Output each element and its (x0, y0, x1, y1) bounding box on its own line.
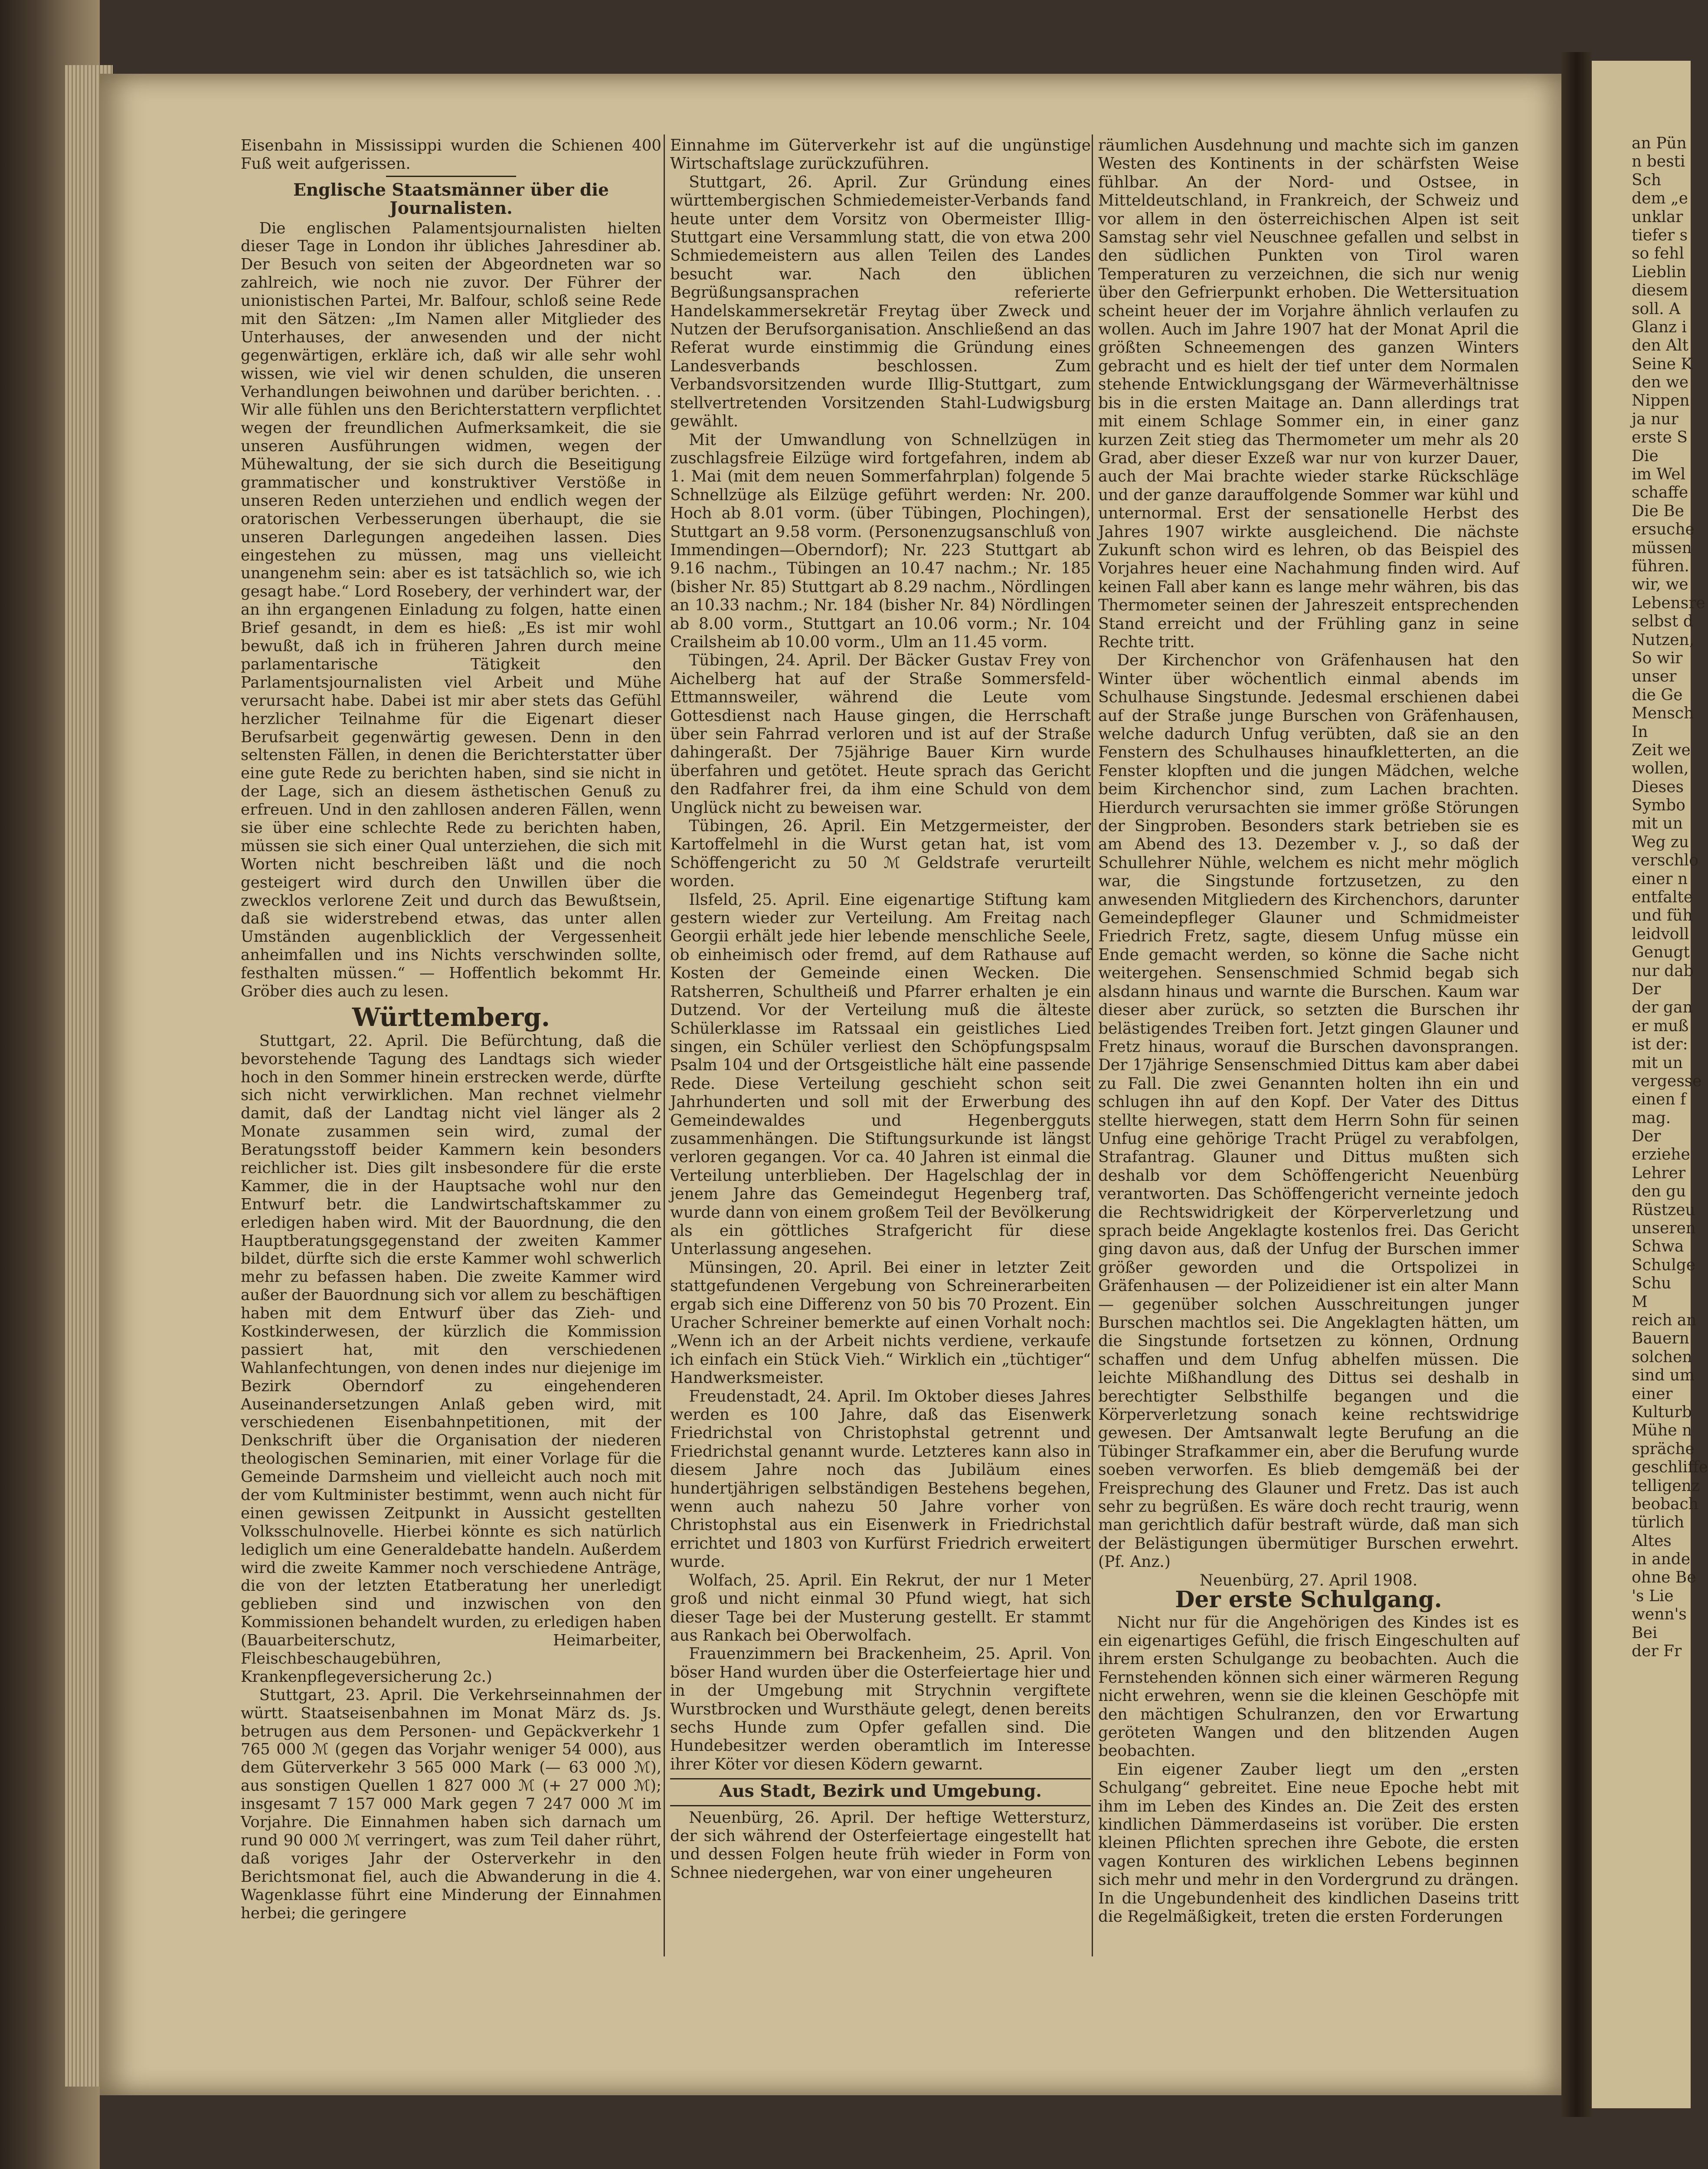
adjacent-page-line: tiefer s (1632, 226, 1688, 244)
adjacent-page-line: erste S (1632, 429, 1688, 447)
article-text: Wolfach, 25. April. Ein Rekrut, der nur 1 Meter groß und nicht einmal 30 Pfund wiegt, hat sich dieser Tage bei der Musterung gestellt. Er stammt aus Rankach bei Oberwolfach. (670, 1571, 1091, 1645)
adjacent-page-line: Symbo (1632, 796, 1685, 815)
adjacent-page-line: Zeit we (1632, 741, 1691, 759)
adjacent-page-line: den gu (1632, 1183, 1686, 1201)
adjacent-page-line: und füh (1632, 907, 1693, 925)
article-text: Stuttgart, 23. April. Die Verkehrseinnahmen der württ. Staatseisenbahnen im Monat März ds. Js. betrugen aus dem Personen- und Gepäckverkehr 1 765 000 ℳ (gegen das Vorjahr weniger 54 000), aus dem Güterverkehr 3 565 000 Mark (— 63 000 ℳ), aus sonstigen Quellen 1 827 000 ℳ (+ 27 000 ℳ); insgesamt 7 157 000 Mark gegen 7 247 000 ℳ im Vorjahre. Die Einnahmen haben sich darnach um rund 90 000 ℳ verringert, was zum Teil daher rührt, daß voriges Jahr der Osterverkehr in den Berichtsmonat fiel, auch die Abwanderung in die 4. Wagenklasse führt eine Minderung der Einnahmen herbei; die geringere (241, 1686, 661, 1922)
adjacent-page-line: reich an (1632, 1311, 1697, 1329)
adjacent-page-line: telligenz (1632, 1477, 1700, 1495)
column-2 (670, 137, 1091, 1882)
article-text: Mit der Umwandlung von Schnellzügen in zuschlagsfreie Eilzüge wird fortgefahren, indem ab 1. Mai (mit dem neuen Sommerfahrplan) folgende 5 Schnellzüge als Eilzüge geführt werden: Nr. 200. Hoch ab 8.01 vorm. (über Tübingen, Plochingen), Stuttgart an 9.58 vorm. (Personenzugsanschluß von Immendingen—Oberndorf); Nr. 223 Stuttgart ab 9.16 nachm., Tübingen an 10.47 nachm.; Nr. 185 (bisher Nr. 85) Stuttgart ab 8.29 nachm., Nördlingen an 10.33 nachm.; Nr. 184 (bisher Nr. 84) Nördlingen ab 8.00 vorm., Stuttgart an 10.06 vorm.; Nr. 104 Crailsheim ab 10.00 vorm., Ulm an 11.45 vorm. (670, 431, 1091, 651)
adjacent-page-line: so fehl (1632, 245, 1684, 263)
article-text: Tübingen, 26. April. Ein Metzgermeister, der Kartoffelmehl in die Wurst getan hat, ist vom Schöffengericht zu 50 ℳ Geldstrafe verurteilt worden. (670, 817, 1091, 891)
column-1 (241, 137, 661, 1922)
adjacent-page-line: Lehrer (1632, 1164, 1686, 1182)
adjacent-page-line: mit un (1632, 815, 1683, 833)
adjacent-page-line: ja nur (1632, 410, 1679, 428)
separator-rule (670, 1778, 1091, 1779)
adjacent-page-line: an Pün (1632, 134, 1687, 152)
adjacent-page-line: unseren (1632, 1219, 1696, 1238)
article-text: Einnahme im Güterverkehr ist auf die ungünstige Wirtschaftslage zurückzuführen. (670, 137, 1091, 173)
adjacent-page-fragment (1592, 61, 1708, 2108)
adjacent-page-line: geschliffe (1632, 1458, 1708, 1477)
adjacent-page-line: entfalte (1632, 888, 1693, 907)
adjacent-page-line: Weg zu (1632, 833, 1689, 851)
adjacent-page-line: wollen, (1632, 760, 1689, 778)
adjacent-page-line: So wir (1632, 649, 1683, 667)
adjacent-page-line: einen f (1632, 1091, 1686, 1109)
adjacent-page-line: die Ge (1632, 686, 1683, 704)
adjacent-page-line: der gan (1632, 999, 1693, 1017)
adjacent-page-line: Der (1632, 1127, 1661, 1146)
column-3 (1098, 137, 1519, 1926)
article-title: Der erste Schulgang. (1175, 1586, 1442, 1613)
adjacent-page-line: Sch (1632, 171, 1662, 189)
adjacent-page-line: führen. (1632, 557, 1689, 575)
adjacent-page-line: den Alt (1632, 337, 1688, 355)
article-text: Frauenzimmern bei Brackenheim, 25. April. Von böser Hand wurden über die Osterfeiertage hier und in der Umgebung mit Strychnin vergiftete Wurstbrocken und Wursthäute gelegt, denen bereits sechs Hunde zum Opfer gefallen sind. Die Hundebesitzer werden oberamtlich im Interesse ihrer Köter vor diesen Ködern gewarnt. (670, 1645, 1091, 1773)
adjacent-page-line: Lebensre (1632, 594, 1705, 612)
adjacent-page-line: Lieblin (1632, 263, 1686, 281)
adjacent-page-line: Seine K (1632, 355, 1693, 373)
adjacent-page-line: wenn's (1632, 1605, 1687, 1624)
adjacent-page-line: M (1632, 1293, 1648, 1311)
adjacent-page-line: Mühe n (1632, 1422, 1692, 1440)
adjacent-page-text (1592, 61, 1708, 1661)
adjacent-page-line: Bauern (1632, 1330, 1689, 1348)
adjacent-page-line: Glanz i (1632, 318, 1687, 336)
adjacent-page-line: Nutzen, (1632, 631, 1695, 649)
adjacent-page-line: einer n (1632, 870, 1688, 888)
adjacent-page-line: selbst d (1632, 613, 1693, 631)
article-text: Die englischen Palamentsjournalisten hielten dieser Tage in London ihr übliches Jahresdiner ab. Der Besuch von seiten der Abgeordneten war so zahlreich, wie noch nie zuvor. Der Führer der unionistischen Partei, Mr. Balfour, schloß seine Rede mit den Sätzen: „Im Namen aller Mitglieder des Unterhauses, der anwesenden und der nicht gegenwärtigen, erkläre ich, daß wir alle sehr wohl wissen, wie viel wir denen schulden, die unseren Verhandlungen beiwohnen und darüber berichten. . . Wir alle fühlen uns den Berichterstattern verpflichtet wegen der freundlichen Aufmerksamkeit, die sie unseren Ausführungen widmen, wegen der Mühewaltung, der sie sich durch die Beseitigung grammatischer und konstruktiver Verstöße in unseren Reden unterziehen und endlich wegen der oratorischen Verbesserungen überhaupt, die sie unseren Darlegungen angedeihen lassen. Dies eingestehen zu müssen, mag uns vielleicht unangenehm sein: aber es ist tatsächlich so, wie ich gesagt habe.“ Lord Rosebery, der verhindert war, der an ihn ergangenen Einladung zu folgen, hatte einen Brief gesandt, in dem es hieß: „Es ist mir wohl bewußt, daß ich in früheren Jahren durch meine parlamentarische Tätigkeit den Parlamentsjournalisten viel Arbeit und Mühe verursacht habe. Dabei ist mir aber stets das Gefühl herzlicher Teilnahme für die Eigenart dieser Berufsarbeit gegenwärtig gewesen. Denn in den seltensten Fällen, in denen die Berichterstatter über eine gute Rede zu berichten haben, sind sie nicht in der Lage, sich an diesem ästhetischen Genuß zu erfreuen. Und in den zahllosen anderen Fällen, wenn sie über eine schlechte Rede zu berichten haben, müssen sie sich einer Qual unterziehen, die sich mit Worten nicht beschreiben läßt und die noch gesteigert wird durch den Unwillen über die zwecklos verlorene Zeit und durch das Bewußtsein, daß sie widerstrebend etwas, das unter allen Umständen augenblicklich der Vergessenheit anheimfallen und ins Nichts verschwinden sollte, festhalten müssen.“ — Hoffentlich bekommt Hr. Gröber dies auch zu lesen. (241, 219, 661, 1000)
section-heading: Württemberg. (352, 1002, 550, 1032)
article-text: Münsingen, 20. April. Bei einer in letzter Zeit stattgefundenen Vergebung von Schreinerarbeiten ergab sich eine Differenz von 50 bis 70 Prozent. Ein Uracher Schreiner bemerkte auf einen Vorhalt noch: „Wenn ich an der Arbeit nichts verdiene, verkaufe ich einfach ein Stück Vieh.“ Wirklich ein „tüchtiger“ Handwerksmeister. (670, 1258, 1091, 1387)
article-text: Eisenbahn in Mississippi wurden die Schienen 400 Fuß weit aufgerissen. (241, 137, 661, 173)
column-divider (1092, 134, 1093, 1956)
adjacent-page-line: ohne Be (1632, 1569, 1696, 1587)
adjacent-page-line: spräche (1632, 1440, 1695, 1458)
adjacent-page-line: n besti (1632, 153, 1685, 171)
adjacent-page-line: der Fr (1632, 1642, 1682, 1661)
adjacent-page-line: in ande (1632, 1550, 1691, 1569)
adjacent-page-line: im Wel (1632, 465, 1685, 484)
column-divider (664, 134, 665, 1956)
adjacent-page-line: In (1632, 723, 1648, 741)
adjacent-page-line: sind um (1632, 1366, 1695, 1385)
adjacent-page-line: Dieses (1632, 778, 1684, 796)
adjacent-page-line: Schwa (1632, 1238, 1684, 1256)
article-text: Stuttgart, 22. April. Die Befürchtung, daß die bevorstehende Tagung des Landtags sich wieder hoch in den Sommer hinein erstrecken werde, dürfte sich nicht verwirklichen. Man rechnet vielmehr damit, daß der Landtag nicht viel länger als 2 Monate zusammen sein wird, zumal der Beratungsstoff beider Kammern kein besonders reichlicher ist. Dies gilt insbesondere für die erste Kammer, die in der Hauptsache wohl nur den Entwurf betr. die Landwirtschaftskammer zu erledigen haben wird. Mit der Bauordnung, die den Hauptberatungsgegenstand der zweiten Kammer bildet, dürfte sich die erste Kammer wohl schwerlich mehr zu befassen haben. Die zweite Kammer wird außer der Bauordnung sich vor allem zu beschäftigen haben mit dem Entwurf über das Zieh- und Kostkinderwesen, der kürzlich die Kommission passiert hat, mit den verschiedenen Wahlanfechtungen, von denen indes nur diejenige im Bezirk Oberndorf zu eingehenderen Auseinandersetzungen Anlaß geben wird, mit verschiedenen Eisenbahnpetitionen, mit der Denkschrift über die Organisation der niederen theologischen Seminarien, mit einer Vorlage für die Gemeinde Darmsheim und vielleicht auch noch mit der vom Kultminister bestimmt, wenn auch nicht für einen gewissen Zeitpunkt in Aussicht gestellten Volksschulnovelle. Hierbei könnte es sich natürlich lediglich um eine Generaldebatte handeln. Außerdem wird die zweite Kammer noch verschiedene Anträge, die von der letzten Etatberatung her unerledigt geblieben sind und inzwischen von den Kommissionen behandelt wurden, zu erledigen haben (Bauarbeiterschutz, Heimarbeiter, Fleischbeschaugebühren, Krankenpflegeversicherung 2c.) (241, 1032, 661, 1686)
adjacent-page-line: Der (1632, 980, 1661, 998)
adjacent-page-line: solchen (1632, 1348, 1692, 1366)
adjacent-page-line: einer (1632, 1385, 1673, 1403)
adjacent-page-line: beobach (1632, 1495, 1698, 1513)
adjacent-page-line: Bei (1632, 1624, 1658, 1642)
adjacent-page-line: mag. (1632, 1109, 1671, 1127)
adjacent-page-line: ersuche (1632, 521, 1695, 539)
adjacent-page-line: erziehe (1632, 1146, 1690, 1164)
adjacent-page-line: dem „e (1632, 190, 1688, 208)
adjacent-page-line: Schu (1632, 1275, 1672, 1293)
adjacent-page-line: ist der: (1632, 1035, 1688, 1054)
article-text: Ilsfeld, 25. April. Eine eigenartige Stiftung kam gestern wieder zur Verteilung. Am Freitag nach Georgii erhält jede hier lebende menschliche Seele, ob einheimisch oder fremd, auf dem Rathause auf Kosten der Gemeinde einen Wecken. Die Ratsherren, Schultheiß und Pfarrer erhalten je ein Dutzend. Vor der Verteilung muß die älteste Schülerklasse im Ratssaal ein geistliches Lied singen, ein Schüler verliest den Schöpfungspsalm Psalm 104 und der Ortsgeistliche hält eine passende Rede. Diese Verteilung geschieht schon seit Jahrhunderten und soll mit der Erwerbung des Gemeindewaldes und Hegenbergguts zusammenhängen. Die Stiftungsurkunde ist längst verloren gegangen. Vor ca. 40 Jahren ist einmal die Verteilung unterblieben. Der Hagelschlag der in jenem Jahre das Gemeindegut Hegenberg traf, wurde dann von einem großem Teil der Bevölkerung als ein göttliches Strafgericht für diese Unterlassung angesehen. (670, 891, 1091, 1258)
adjacent-page-line: müssen (1632, 539, 1692, 557)
separator-rule (670, 1805, 1091, 1806)
adjacent-page-line: Kulturb (1632, 1403, 1692, 1421)
adjacent-page-line: Nippen (1632, 392, 1690, 410)
adjacent-page-line: schaffe (1632, 484, 1688, 502)
adjacent-page-line: diesem (1632, 282, 1688, 300)
adjacent-page-line: nur dab (1632, 962, 1694, 980)
adjacent-page-line: türlich (1632, 1514, 1685, 1532)
adjacent-page-line: Genugt (1632, 944, 1690, 962)
adjacent-page-line: mit un (1632, 1054, 1683, 1072)
article-text: Der Kirchenchor von Gräfenhausen hat den Winter über wöchentlich einmal abends im Schulhause Singstunde. Jedesmal erschienen dabei auf der Straße junge Burschen von Gräfenhausen, welche dadurch Unfug verübten, daß sie an den Fenstern des Schulhauses hinaufkletterten, an die Fenster klopften und die jungen Mädchen, welche beim Kirchenchor sind, zum Lachen brachten. Hierdurch verursachten sie immer größe Störungen der Singproben. Besonders stark betrieben sie es am Abend des 13. Dezember v. J., so daß der Schullehrer Nühle, welchem es nicht mehr möglich war, die Singstunde fortzusetzen, zu den anwesenden Mitgliedern des Kirchenchors, darunter Gemeindepfleger Glauner und Schmidmeister Friedrich Fretz, sagte, diesem Unfug müsse ein Ende gemacht werden, so könne die Sache nicht weitergehen. Sensenschmied Schmid begab sich alsdann hinaus und warnte die Burschen. Kaum war dieser aber zurück, so setzten die Burschen ihr belästigendes Treiben fort. Jetzt gingen Glauner und Fretz hinaus, worauf die Burschen davonsprangen. Der 17jährige Sensenschmied Dittus kam aber dabei zu Fall. Die zwei Genannten holten ihn ein und schlugen ihn auf den Kopf. Der Vater des Dittus stellte hierwegen, statt dem Herrn Sohn für seinen Unfug eine gehörige Tracht Prügel zu verabfolgen, Strafantrag. Glauner und Dittus mußten sich deshalb vor dem Schöffengericht Neuenbürg verantworten. Das Schöffengericht verneinte jedoch die Rechtswidrigkeit der Körperverletzung und sprach beide Angeklagte kostenlos frei. Das Gericht ging davon aus, daß der Unfug der Burschen immer größer geworden und die Ortspolizei in Gräfenhausen — der Polizeidiener ist ein alter Mann — gegenüber solchen Ausschreitungen junger Burschen machtlos sei. Die Angeklagten hätten, um die Singstunde fortsetzen zu können, Ordnung schaffen und dem Unfug abhelfen müssen. Die leichte Mißhandlung des Dittus sei deshalb in berechtigter Selbsthilfe begangen und die Körperverletzung sonach keine rechtswidrige gewesen. Der Amtsanwalt legte Berufung an die Tübinger Strafkammer ein, aber die Berufung wurde soeben verworfen. Es blieb demgemäß bei der Freisprechung des Glauner und Fretz. Das ist auch sehr zu begrüßen. Es wäre doch recht traurig, wenn man gerichtlich dafür bestraft würde, daß man sich der Belästigungen übermütiger Burschen erwehrt. (Pf. Anz.) (1098, 652, 1519, 1571)
article-text: räumlichen Ausdehnung und machte sich im ganzen Westen des Kontinents in der schärfsten Weise fühlbar. An der Nord- und Ostsee, in Mitteldeutschland, in Frankreich, der Schweiz und vor allem in den österreichischen Alpen ist seit Samstag sehr viel Neuschnee gefallen und selbst in den südlichen Punkten von Tirol waren Temperaturen zu verzeichnen, die sich nur wenig über den Gefrierpunkt erhoben. Die Wettersituation scheint heuer der im Vorjahre ähnlich verlaufen zu wollen. Auch im Jahre 1907 hat der Monat April die größten Schneemengen des ganzen Winters gebracht und es hielt der tief unter dem Normalen stehende Entwicklungsgang der Wärmeverhältnisse bis in die ersten Maitage an. Dann allerdings trat mit einem Schlage Sommer ein, in einer ganz kurzen Zeit stieg das Thermometer um mehr als 20 Grad, aber dieser Exzeß war nur von kurzer Dauer, auch der Mai brachte wieder starke Rückschläge und der ganze darauffolgende Sommer war kühl und unternormal. Erst der sensationelle Herbst des Jahres 1907 wirkte ausgleichend. Die nächste Zukunft schon wird es lehren, ob das Beispiel des Vorjahres heuer eine Nachahmung finden wird. Auf keinen Fall aber kann es lange mehr währen, bis das Thermometer seinen der Jahreszeit entsprechenden Stand erreicht und der Frühling ganz in seine Rechte tritt. (1098, 137, 1519, 651)
adjacent-page-line: verschlo (1632, 852, 1698, 870)
adjacent-page-line: Die Be (1632, 502, 1684, 520)
adjacent-page-line: unser (1632, 668, 1677, 686)
dateline: Neuenbürg, 27. April 1908. (1199, 1571, 1418, 1589)
adjacent-page-line: er muß (1632, 1017, 1689, 1035)
adjacent-page-line: den we (1632, 374, 1689, 392)
article-text: Freudenstadt, 24. April. Im Oktober dieses Jahres werden es 100 Jahre, daß das Eisenwerk Friedrichstal von Christophstal getrennt und Friedrichstal genannt wurde. Letzteres kann also in diesem Jahre noch das Jubiläum eines hundertjährigen selbständigen Bestehens begehen, wenn auch nahezu 50 Jahre vorher von Christophstal aus ein Eisenwerk in Friedrichstal errichtet und 1803 von Kurfürst Friedrich erweitert wurde. (670, 1387, 1091, 1571)
article-text: Stuttgart, 26. April. Zur Gründung eines württembergischen Schmiedemeister-Verbands fand heute unter dem Vorsitz von Obermeister Illig-Stuttgart eine Versammlung statt, die von etwa 200 Schmiedemeistern aus allen Teilen des Landes besucht war. Nach den üblichen Begrüßungsansprachen referierte Handelskammersekretär Freytag über Zweck und Nutzen der Berufsorganisation. Anschließend an das Referat wurde einstimmig die Gründung eines Landesverbands beschlossen. Zum Verbandsvorsitzenden wurde Illig-Stuttgart, zum stellvertretenden Vorsitzenden Stahl-Ludwigsburg gewählt. (670, 173, 1091, 431)
book-gutter (1561, 52, 1592, 2117)
adjacent-page-line: Rüstzeu (1632, 1201, 1695, 1219)
separator-rule (386, 176, 516, 177)
adjacent-page-line: Mensch (1632, 704, 1694, 723)
adjacent-page-line: wir, we (1632, 576, 1688, 594)
section-heading: Aus Stadt, Bezirk und Umgebung. (719, 1781, 1042, 1802)
article-text: Nicht nur für die Angehörigen des Kindes ist es ein eigenartiges Gefühl, die frisch Eingeschulten auf ihrem ersten Schulgange zu beobachten. Auch die Fernstehenden können sich einer wärmeren Regung nicht erwehren, wenn sie die kleinen Geschöpfe mit den mächtigen Schulranzen, den vor Erwartung geröteten Wangen und den blitzenden Augen beobachten. (1098, 1613, 1519, 1760)
adjacent-page-line: soll. A (1632, 300, 1681, 318)
adjacent-page-line: unklar (1632, 208, 1683, 226)
article-text: Ein eigener Zauber liegt um den „ersten Schulgang“ gebreitet. Eine neue Epoche hebt mit ihm im Leben des Kindes an. Die Zeit des ersten kindlichen Dämmerdaseins ist vorüber. Die ersten kleinen Pflichten sprechen ihre Gebote, die ersten vagen Konturen des wirklichen Lebens beginnen sich mehr und mehr in den Vordergrund zu drängen. In die Ungebundenheit des kindlichen Daseins tritt die Regelmäßigkeit, treten die ersten Forderungen (1098, 1760, 1519, 1926)
article-text: Tübingen, 24. April. Der Bäcker Gustav Frey von Aichelberg hat auf der Straße Sommersfeld-Ettmannsweiler, während die Leute vom Gottesdienst nach Hause gingen, die Herrschaft über sein Fahrrad verloren und ist auf der Straße dahingeraßt. Der 75jährige Bauer Kirn wurde überfahren und getötet. Heute sprach das Gericht den Radfahrer frei, da ihm eine Schuld von dem Unglück nicht zu beweisen war. (670, 652, 1091, 817)
adjacent-page-line: vergesse (1632, 1072, 1702, 1090)
article-heading: Englische Staatsmänner über die Journalisten. (293, 180, 609, 218)
article-text: Neuenbürg, 26. April. Der heftige Wettersturz, der sich während der Osterfeiertage eingestellt hat und dessen Folgen heute früh wieder in Form von Schnee niedergehen, war von einer ungeheuren (670, 1809, 1091, 1882)
adjacent-page-line: Die (1632, 447, 1659, 465)
adjacent-page-line: Altes (1632, 1532, 1672, 1550)
adjacent-page-line: 's Lie (1632, 1587, 1674, 1605)
adjacent-page-line: Schulge (1632, 1256, 1696, 1274)
adjacent-page-line: leidvoll (1632, 925, 1689, 943)
